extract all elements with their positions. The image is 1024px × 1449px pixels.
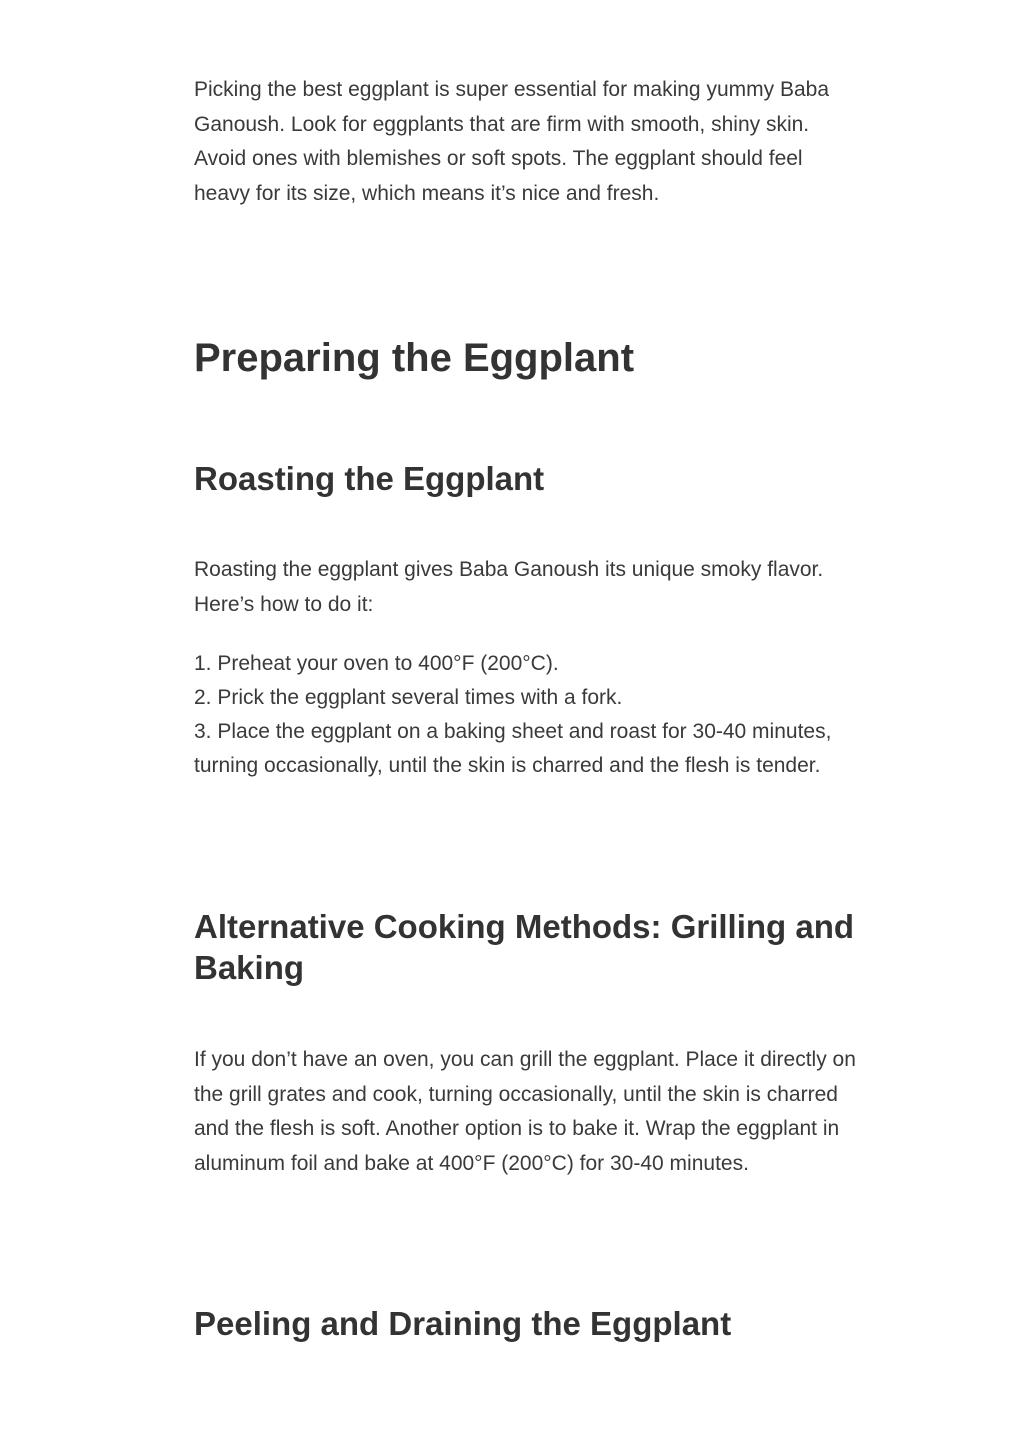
list-item: 2. Prick the eggplant several times with a fork. [194,686,623,709]
roasting-heading: Roasting the Eggplant [194,460,545,497]
section-title: Preparing the Eggplant [194,336,635,380]
roasting-steps-list [194,647,864,783]
peeling-heading: Peeling and Draining the Eggplant [194,1305,732,1342]
list-item: 3. Place the eggplant on a baking sheet and roast for 30-40 minutes, turning occasionally, until the skin is charred and the flesh is tender. [194,720,832,777]
roasting-paragraph: Roasting the eggplant gives Baba Ganoush its unique smoky flavor. Here’s how to do it: [194,558,824,616]
intro-paragraph: Picking the best eggplant is super essential for making yummy Baba Ganoush. Look for eggplants that are firm with smooth, shiny skin. Avoid ones with blemishes or soft spots. The eggplant should feel heavy for its size, which means it’s nice and fresh. [194,78,829,205]
alternative-methods-heading: Alternative Cooking Methods: Grilling and Baking [194,908,855,986]
list-item: 1. Preheat your oven to 400°F (200°C). [194,652,559,675]
alternative-methods-paragraph: If you don’t have an oven, you can grill the eggplant. Place it directly on the grill grates and cook, turning occasionally, until the skin is charred and the flesh is soft. Another option is to bake it. Wrap the eggplant in aluminum foil and bake at 400°F (200°C) for 30-40 minutes. [194,1048,856,1175]
